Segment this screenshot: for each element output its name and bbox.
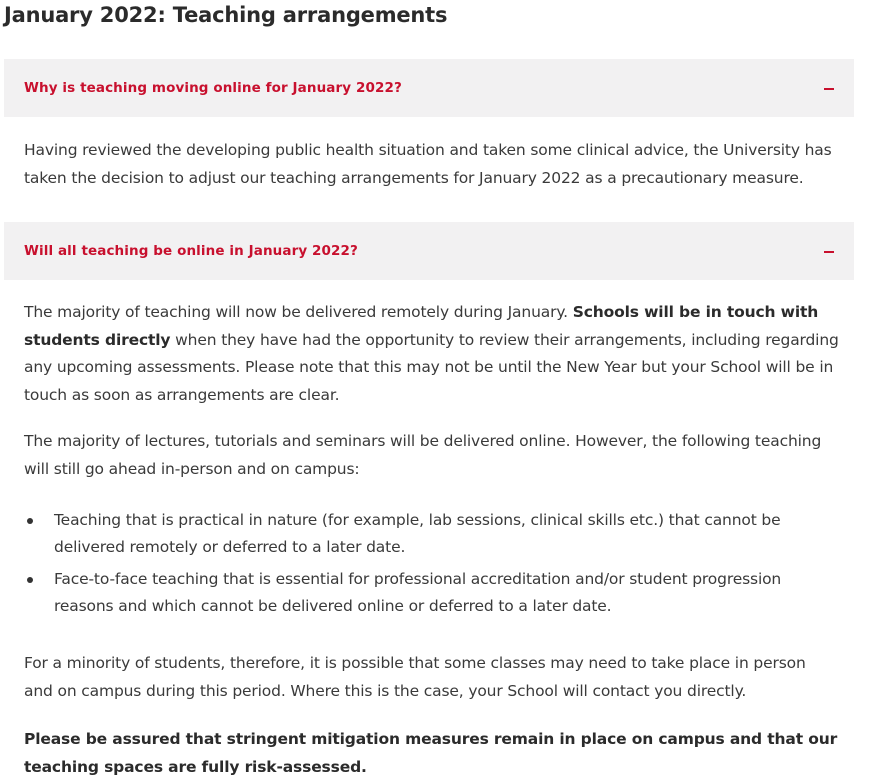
accordion-question: Why is teaching moving online for January 2022? [24,80,402,96]
accordion-answer-paragraph: Having reviewed the developing public health situation and taken some clinical advice, the University has taken the decision to adjust our teaching arrangements for January 2022 as a precautionary measure. [24,141,832,187]
paragraph-text: The majority of teaching will now be delivered remotely during January. [24,303,573,321]
list-item-text: Face-to-face teaching that is essential for professional accreditation and/or student progression reasons and which cannot be delivered online or deferred to a later date. [54,570,782,615]
accordion-question: Will all teaching be online in January 2022? [24,243,358,259]
answer-paragraph-3: For a minority of students, therefore, it is possible that some classes may need to take place in person and on campus during this period. Where this is the case, your School will contact you directly. [24,654,806,700]
in-person-teaching-list [24,507,839,625]
answer-paragraph-1 [24,299,839,409]
minus-icon[interactable] [824,88,834,90]
page-title: January 2022: Teaching arrangements [4,3,448,27]
list-item [24,507,839,561]
minus-icon[interactable] [824,251,834,253]
list-item [24,566,839,620]
bullet-icon [27,518,33,524]
list-item-text: Teaching that is practical in nature (for example, lab sessions, clinical skills etc.) that cannot be delivered remotely or deferred to a later date. [54,511,781,556]
accordion-header-all-online[interactable] [4,222,854,280]
emphasis-text: Schools will be in touch with students directly [24,303,819,349]
bullet-icon [27,577,33,583]
answer-paragraph-4-bold: Please be assured that stringent mitigation measures remain in place on campus and that our teaching spaces are fully risk-assessed. [24,730,838,776]
answer-paragraph-2: The majority of lectures, tutorials and seminars will be delivered online. However, the following teaching will still go ahead in-person and on campus: [24,432,822,478]
accordion-header-why-online[interactable] [4,59,854,117]
paragraph-text: when they have had the opportunity to review their arrangements, including regarding any upcoming assessments. Please note that this may not be until the New Year but your School will be in touch as soon as arrangements are clear. [24,330,839,404]
